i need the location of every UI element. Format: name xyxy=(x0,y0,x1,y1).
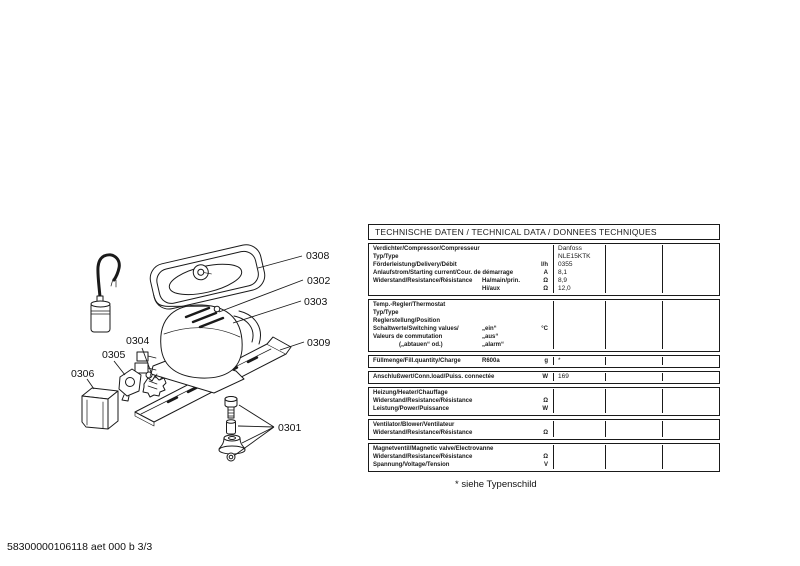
part-label-0308: 0308 xyxy=(306,250,330,262)
cell-sublabel xyxy=(480,373,536,381)
cell-value-1 xyxy=(553,333,605,341)
cell-value-1: 169 xyxy=(553,373,605,381)
compressor-stud xyxy=(214,306,220,312)
cell-unit: g xyxy=(544,358,548,364)
footnote: * siehe Typenschild xyxy=(455,479,537,490)
cell-sublabel: Ha/main/prin. xyxy=(482,278,521,284)
cell-label: Typ/Type xyxy=(373,310,399,316)
cell-label: Verdichter/Compressor/Compresseur xyxy=(373,246,480,252)
cell-label xyxy=(369,285,480,293)
cell-label: Temp.-Regler/Thermostat xyxy=(373,302,446,308)
cell-value-2 xyxy=(605,397,662,405)
cell-unit xyxy=(536,389,553,397)
cell-sublabel xyxy=(480,405,536,413)
cell-unit: W xyxy=(542,374,548,380)
cell-value-3 xyxy=(662,453,719,461)
cell-sublabel xyxy=(480,461,536,469)
cell-value-1 xyxy=(553,445,605,453)
cell-value-3 xyxy=(662,269,719,277)
cell-value-2 xyxy=(605,405,662,413)
cell-value-2 xyxy=(605,357,662,365)
cell-label: Füllmenge/Fill.quantity/Charge xyxy=(373,358,461,364)
cell-value-2 xyxy=(605,389,662,397)
cell-value-1 xyxy=(553,309,605,317)
cell-sublabel xyxy=(480,389,536,397)
cell-value-3 xyxy=(662,341,719,349)
cell-value-1 xyxy=(553,389,605,397)
cell-sublabel: „ein“ xyxy=(482,326,497,332)
cell-label: Schaltwerte/Switching values/ xyxy=(373,326,459,332)
cell-sublabel xyxy=(480,421,536,429)
cell-value-2 xyxy=(605,269,662,277)
cell-value-3 xyxy=(662,253,719,261)
cell-unit: Ω xyxy=(543,286,548,292)
cell-sublabel xyxy=(480,397,536,405)
cell-value-3 xyxy=(662,373,719,381)
cell-label: Spannung/Voltage/Tension xyxy=(373,462,450,468)
document-number: 58300000106118 aet 000 b 3/3 xyxy=(7,541,153,553)
cell-label: Widerstand/Resistance/Résistance xyxy=(373,278,473,284)
cell-value-2 xyxy=(605,461,662,469)
cell-sublabel xyxy=(480,445,536,453)
cell-unit: Ω xyxy=(543,278,548,284)
part-label-0301: 0301 xyxy=(278,422,302,434)
cell-unit xyxy=(536,317,553,325)
cell-sublabel xyxy=(480,429,536,437)
cell-unit xyxy=(536,421,553,429)
cell-value-1 xyxy=(553,453,605,461)
cell-value-1: 0355 xyxy=(553,261,605,269)
cell-label: Anschlußwert/Conn.load/Puiss. connectée xyxy=(373,374,495,380)
cell-sublabel: Hi/aux xyxy=(482,286,501,292)
capacitor-with-cable xyxy=(91,255,119,332)
cell-label: Heizung/Heater/Chauffage xyxy=(373,390,448,396)
cell-value-1 xyxy=(553,301,605,309)
cell-label: Widerstand/Resistance/Résistance xyxy=(373,398,473,404)
cell-value-1: 8,1 xyxy=(553,269,605,277)
table-block-5 xyxy=(368,419,720,440)
cell-value-2 xyxy=(605,341,662,349)
cell-value-2 xyxy=(605,285,662,293)
cell-unit: Ω xyxy=(543,398,548,404)
cell-value-2 xyxy=(605,421,662,429)
cell-value-3 xyxy=(662,429,719,437)
cell-value-1 xyxy=(553,405,605,413)
cell-label: Leistung/Power/Puissance xyxy=(373,406,450,412)
cell-unit xyxy=(536,309,553,317)
table-block-4 xyxy=(368,387,720,416)
cell-unit xyxy=(536,245,553,253)
technical-data-table xyxy=(368,224,720,472)
table-blocks xyxy=(368,243,720,472)
cell-unit: W xyxy=(542,406,548,412)
cell-value-2 xyxy=(605,453,662,461)
cell-sublabel: R600a xyxy=(482,358,500,364)
cell-value-1: Danfoss xyxy=(553,245,605,253)
cell-sublabel xyxy=(480,309,536,317)
cell-label: Typ/Type xyxy=(373,254,399,260)
cell-label: Ventilator/Blower/Ventilateur xyxy=(373,422,455,428)
cell-value-2 xyxy=(605,277,662,285)
cell-value-3 xyxy=(662,445,719,453)
cell-value-1 xyxy=(553,317,605,325)
cell-sublabel xyxy=(480,245,536,253)
cell-label: Widerstand/Resistance/Résistance xyxy=(373,454,473,460)
cell-unit: °C xyxy=(541,326,548,332)
cell-unit: Ω xyxy=(543,454,548,460)
cell-sublabel xyxy=(480,253,536,261)
table-block-1 xyxy=(368,299,720,352)
cell-unit xyxy=(536,445,553,453)
cell-sublabel: „aus“ xyxy=(482,334,499,340)
part-0305 xyxy=(119,369,141,401)
cell-label: Magnetventil/Magnetic valve/Electrovanne xyxy=(373,446,494,452)
cell-value-1 xyxy=(553,429,605,437)
cell-unit xyxy=(536,341,553,349)
cell-label: Reglerstellung/Position xyxy=(373,318,441,324)
cell-value-3 xyxy=(662,285,719,293)
cell-value-2 xyxy=(605,301,662,309)
cell-value-2 xyxy=(605,245,662,253)
cell-label: Förderleistung/Delivery/Débit xyxy=(373,262,457,268)
cell-value-3 xyxy=(662,277,719,285)
table-block-2 xyxy=(368,355,720,368)
table-block-3 xyxy=(368,371,720,384)
cell-value-3 xyxy=(662,301,719,309)
cell-label: („abtauen“ od.) xyxy=(399,342,443,348)
part-label-0306: 0306 xyxy=(71,368,95,380)
cell-sublabel: „alarm“ xyxy=(482,342,505,348)
cell-value-1: 8,9 xyxy=(553,277,605,285)
cell-unit: V xyxy=(543,462,548,468)
cell-sublabel xyxy=(480,301,536,309)
cell-value-3 xyxy=(662,261,719,269)
cell-sublabel xyxy=(480,453,536,461)
cell-value-1 xyxy=(553,461,605,469)
cell-unit xyxy=(536,253,553,261)
part-label-0303: 0303 xyxy=(304,296,328,308)
cell-unit: l/h xyxy=(541,262,548,268)
part-0306 xyxy=(82,388,118,429)
cell-value-1 xyxy=(553,421,605,429)
cell-label: Widerstand/Resistance/Résistance xyxy=(373,430,473,436)
cell-value-2 xyxy=(605,317,662,325)
cell-value-1 xyxy=(553,341,605,349)
cell-value-2 xyxy=(605,445,662,453)
cell-unit xyxy=(536,333,553,341)
cell-label: Valeurs de commutation xyxy=(373,334,443,340)
cell-value-2 xyxy=(605,429,662,437)
cell-value-3 xyxy=(662,461,719,469)
cell-sublabel xyxy=(480,261,536,269)
evaporation-tray xyxy=(147,242,269,318)
cell-value-3 xyxy=(662,357,719,365)
cell-value-3 xyxy=(662,333,719,341)
cell-unit xyxy=(536,301,553,309)
cell-value-3 xyxy=(662,309,719,317)
cell-value-1 xyxy=(553,397,605,405)
cell-value-3 xyxy=(662,397,719,405)
table-block-6 xyxy=(368,443,720,472)
part-label-0304: 0304 xyxy=(126,335,150,347)
cell-sublabel xyxy=(480,269,536,277)
cell-value-3 xyxy=(662,245,719,253)
part-label-0309: 0309 xyxy=(307,337,331,349)
cell-unit: A xyxy=(543,270,548,276)
table-block-0 xyxy=(368,243,720,296)
part-label-0305: 0305 xyxy=(102,349,126,361)
cell-value-3 xyxy=(662,389,719,397)
cell-value-1: 12,0 xyxy=(553,285,605,293)
cell-value-3 xyxy=(662,325,719,333)
table-title: TECHNISCHE DATEN / TECHNICAL DATA / DONNEES TECHNIQUES xyxy=(368,224,720,240)
cell-unit: Ω xyxy=(543,430,548,436)
cell-value-1: * xyxy=(553,357,605,365)
cell-sublabel xyxy=(480,317,536,325)
cell-value-3 xyxy=(662,317,719,325)
cell-value-2 xyxy=(605,253,662,261)
cell-value-2 xyxy=(605,309,662,317)
cell-value-2 xyxy=(605,333,662,341)
cell-value-2 xyxy=(605,325,662,333)
cell-label: Anlaufstrom/Starting current/Cour. de démarrage xyxy=(373,270,514,276)
cell-value-3 xyxy=(662,405,719,413)
cell-value-1: NLE15KTK xyxy=(553,253,605,261)
cell-value-2 xyxy=(605,373,662,381)
part-label-0302: 0302 xyxy=(307,275,331,287)
cell-value-3 xyxy=(662,421,719,429)
cell-value-2 xyxy=(605,261,662,269)
cell-value-1 xyxy=(553,325,605,333)
